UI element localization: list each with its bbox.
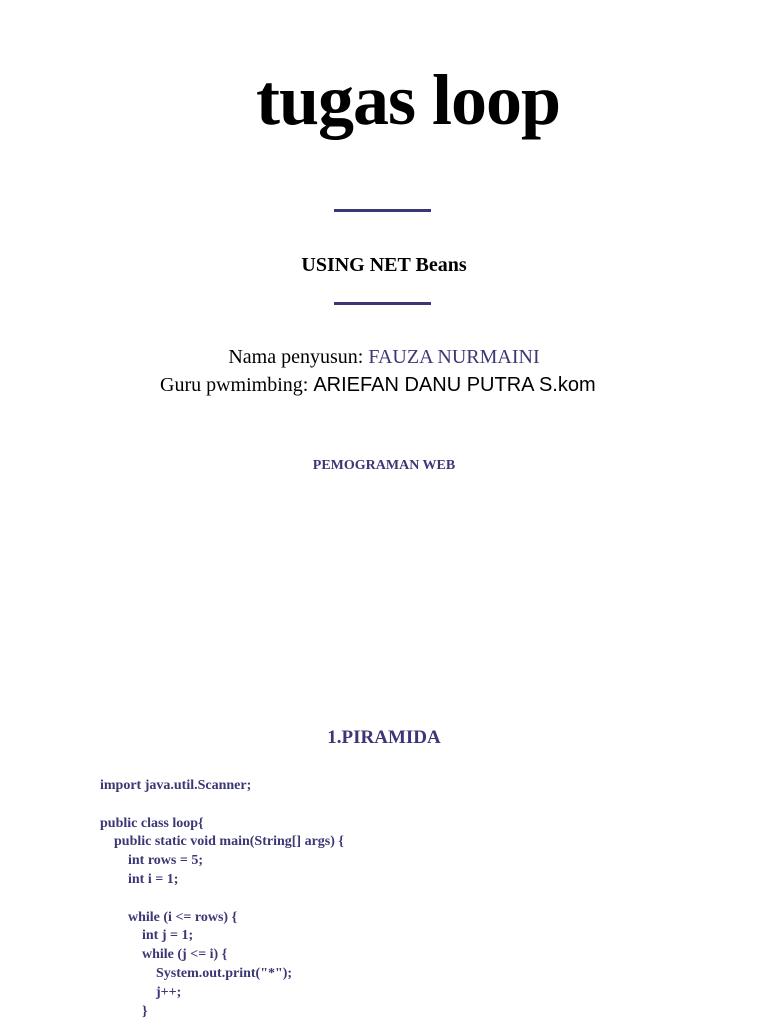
code-line: int j = 1; [100, 928, 194, 944]
code-line: while (i <= rows) { [100, 909, 238, 925]
code-line: public class loop{ [100, 815, 204, 831]
code-line [100, 796, 344, 815]
code-line: int i = 1; [100, 871, 179, 887]
supervisor-line-container [150, 374, 612, 402]
code-line: import java.util.Scanner; [100, 778, 252, 793]
code-line: System.out.print("*"); [100, 965, 293, 981]
section-heading: 1.PIRAMIDA [327, 727, 441, 748]
code-line [100, 890, 344, 909]
author-line [0, 346, 768, 369]
code-line: public static void main(String[] args) { [100, 834, 344, 850]
supervisor-line [160, 374, 596, 397]
author-label: Nama penyusun [228, 346, 358, 368]
document-subtitle: USING NET Beans [301, 254, 467, 276]
title-divider [334, 209, 431, 212]
code-line: } [100, 1003, 148, 1019]
author-name: FAUZA NURMAINI [368, 346, 540, 368]
code-line: while (j <= i) { [100, 947, 228, 963]
code-block [100, 777, 344, 1021]
subtitle-divider [334, 302, 431, 305]
supervisor-separator: : [302, 374, 309, 396]
code-line: j++; [100, 984, 182, 1000]
code-line: int rows = 5; [100, 853, 203, 869]
supervisor-name: ARIEFAN DANU PUTRA S.kom [313, 374, 596, 396]
author-separator: : [357, 346, 364, 368]
supervisor-label: Guru pwmimbing [160, 374, 303, 396]
document-title: tugas loop [256, 60, 561, 140]
document-title-container [256, 56, 562, 146]
subject-label: PEMOGRAMAN WEB [312, 458, 456, 473]
